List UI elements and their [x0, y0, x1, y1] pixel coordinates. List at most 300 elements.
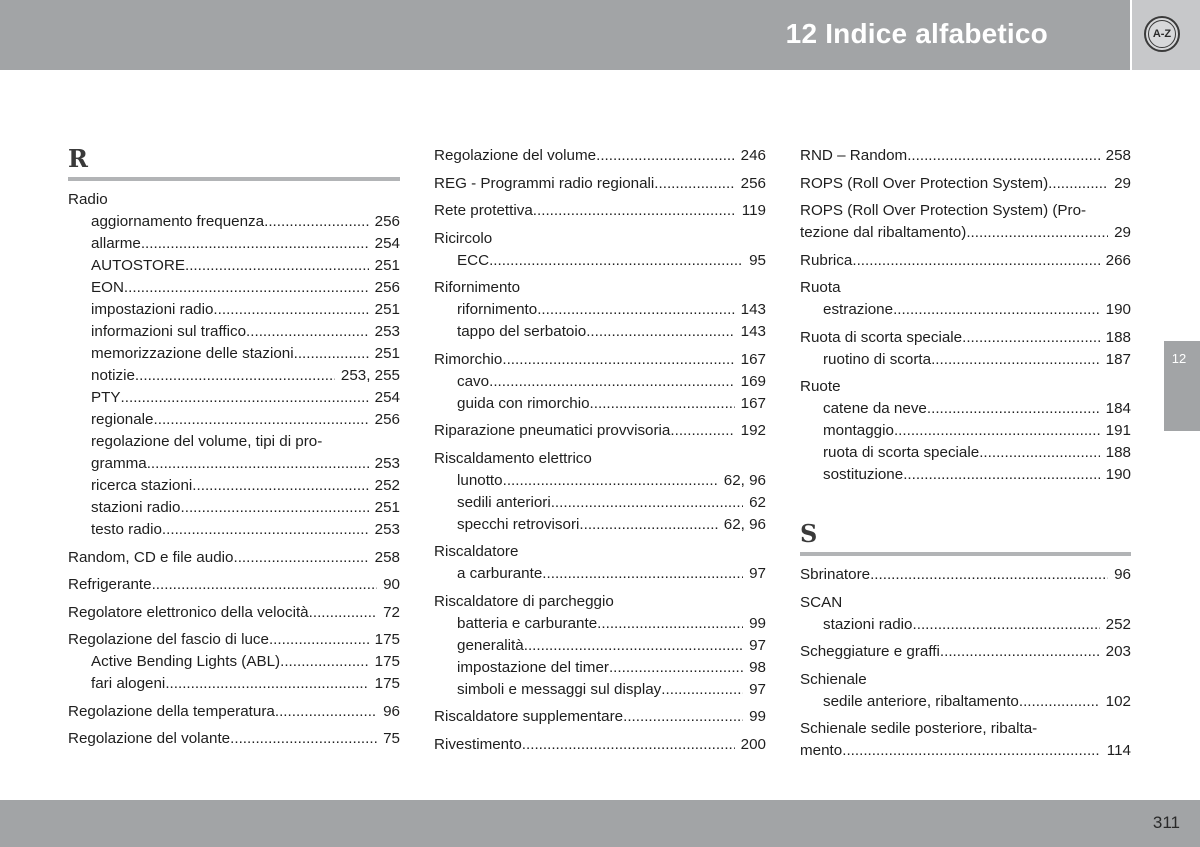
dot-leader — [124, 277, 369, 299]
entry-row — [91, 519, 400, 541]
dot-leader — [842, 740, 1101, 762]
index-subentry — [800, 398, 1131, 420]
entry-row — [91, 651, 400, 673]
index-entry — [68, 629, 400, 651]
index-entry — [434, 734, 766, 756]
page-ref: 187 — [1105, 350, 1131, 368]
page-ref: 191 — [1105, 422, 1131, 439]
entry-row — [91, 211, 400, 233]
index-subentry — [68, 277, 400, 299]
index-column-3 — [800, 145, 1131, 762]
page-ref: 253 — [374, 323, 400, 340]
entry-row — [823, 464, 1131, 486]
page-ref: 246 — [740, 147, 766, 164]
entry-heading: SCAN — [800, 593, 843, 611]
page-ref: 188 — [1105, 328, 1131, 346]
entry-row — [457, 635, 766, 657]
index-entry — [434, 420, 766, 442]
page-number: 311 — [1152, 813, 1180, 832]
entry-heading: regolazione del volume, tipi di pro- — [91, 433, 323, 450]
entry-term: ruota di scorta speciale — [823, 444, 980, 461]
entry-term: sedile anteriore, ribaltamento — [823, 692, 1019, 710]
entry-term: impostazione del timer — [457, 658, 609, 676]
page-ref: 254 — [374, 235, 400, 252]
dot-leader — [542, 563, 743, 585]
entry-term: fari alogeni — [91, 675, 166, 692]
index-entry — [800, 145, 1131, 167]
entry-row — [434, 706, 766, 728]
entry-row — [434, 420, 766, 442]
entry-term: sostituzione — [823, 466, 904, 483]
entry-heading: Schienale — [800, 670, 867, 688]
page-ref: 169 — [740, 372, 766, 390]
entry-term: estrazione — [823, 301, 894, 318]
entry-row — [457, 657, 766, 679]
page-ref: 256 — [740, 174, 766, 192]
index-subentry — [68, 321, 400, 343]
entry-term: rifornimento — [457, 301, 538, 318]
entry-row — [457, 250, 766, 272]
index-entry — [68, 189, 400, 211]
index-subentry — [68, 519, 400, 541]
dot-leader — [152, 574, 378, 596]
dot-leader — [489, 250, 743, 272]
page-ref: 188 — [1105, 444, 1131, 461]
entry-row — [823, 614, 1131, 636]
footer-bar — [0, 800, 1200, 847]
entry-term: Regolatore elettronico della velocità — [68, 603, 309, 621]
entry-term: Regolazione del volume — [434, 147, 597, 164]
entry-row — [823, 349, 1131, 371]
entry-term: Regolazione della temperatura — [68, 702, 275, 720]
entry-row — [457, 321, 766, 343]
index-column-1 — [68, 145, 400, 750]
page-ref: 251 — [374, 499, 400, 516]
index-entry — [68, 547, 400, 569]
entry-term: Ruota di scorta speciale — [800, 328, 963, 346]
entry-row — [800, 222, 1131, 244]
entry-row — [823, 442, 1131, 464]
page-ref: 253, 255 — [340, 367, 400, 384]
page-ref: 75 — [383, 730, 400, 747]
page-ref: 62, 96 — [723, 515, 766, 533]
entry-term: generalità — [457, 636, 524, 654]
dot-leader — [870, 564, 1108, 586]
index-entry — [800, 250, 1131, 272]
dot-leader — [654, 173, 734, 195]
entry-term: RND – Random — [800, 147, 908, 164]
dot-leader — [927, 398, 1100, 420]
dot-leader — [154, 409, 369, 431]
dot-leader — [141, 233, 369, 255]
entry-row — [800, 327, 1131, 349]
page-ref: 256 — [374, 213, 400, 230]
entry-term: mento — [800, 742, 843, 759]
page-ref: 184 — [1105, 400, 1131, 417]
dot-leader — [903, 464, 1099, 486]
entry-row — [457, 470, 766, 492]
index-subentry — [68, 233, 400, 255]
entry-row — [800, 250, 1131, 272]
index-subentry — [434, 492, 766, 514]
index-subentry — [68, 365, 400, 387]
entry-term: sedili anteriori — [457, 493, 551, 511]
index-entry — [800, 669, 1131, 691]
entry-row — [91, 409, 400, 431]
page-ref: 62 — [749, 493, 766, 511]
index-entry — [434, 145, 766, 167]
dot-leader — [590, 393, 735, 415]
index-subentry — [800, 464, 1131, 486]
page-ref: 252 — [1105, 615, 1131, 633]
index-subentry — [68, 299, 400, 321]
dot-leader — [264, 211, 369, 233]
index-entry — [800, 376, 1131, 398]
entry-term: ECC — [457, 251, 490, 269]
dot-leader — [609, 657, 743, 679]
entry-term: REG - Programmi radio regionali — [434, 174, 655, 192]
dot-leader — [661, 679, 743, 701]
page-ref: 175 — [374, 631, 400, 648]
entry-term: Rivestimento — [434, 735, 522, 753]
index-subentry — [434, 371, 766, 393]
page-ref: 98 — [749, 658, 766, 676]
letter-section — [800, 520, 1131, 556]
section-divider — [68, 177, 400, 181]
dot-leader — [246, 321, 369, 343]
page-ref: 253 — [374, 455, 400, 472]
dot-leader — [309, 602, 377, 624]
entry-row — [91, 673, 400, 695]
entry-row — [91, 299, 400, 321]
dot-leader — [502, 349, 734, 371]
entry-term: AUTOSTORE — [91, 257, 185, 274]
entry-row — [91, 343, 400, 365]
entry-row — [800, 145, 1131, 167]
page-ref: 266 — [1105, 251, 1131, 269]
page-ref: 192 — [740, 422, 766, 439]
page-ref: 72 — [383, 603, 400, 621]
letter-section — [68, 145, 400, 181]
entry-row — [434, 349, 766, 371]
dot-leader — [533, 200, 736, 222]
entry-term: simboli e messaggi sul display — [457, 680, 662, 698]
entry-term: Rete protettiva — [434, 202, 533, 219]
entry-term: Active Bending Lights (ABL) — [91, 653, 281, 670]
chapter-side-tab — [1164, 341, 1200, 431]
page-ref: 253 — [374, 521, 400, 538]
entry-term: catene da neve — [823, 400, 927, 417]
entry-term: PTY — [91, 389, 121, 406]
entry-row — [91, 475, 400, 497]
entry-term: ruotino di scorta — [823, 350, 932, 368]
page-ref: 99 — [749, 708, 766, 725]
index-subentry — [68, 343, 400, 365]
entry-term: allarme — [91, 235, 141, 252]
section-letter: S — [800, 519, 818, 548]
page-ref: 96 — [1114, 566, 1131, 583]
dot-leader — [551, 492, 743, 514]
entry-heading: Riscaldatore di parcheggio — [434, 592, 614, 610]
page-ref: 175 — [374, 653, 400, 670]
index-subentry — [434, 613, 766, 635]
dot-leader — [913, 614, 1100, 636]
dot-leader — [135, 365, 335, 387]
entry-heading: ROPS (Roll Over Protection System) (Pro- — [800, 202, 1087, 219]
index-subentry — [68, 431, 400, 475]
page-ref: 96 — [383, 702, 400, 720]
entry-heading: Ricircolo — [434, 229, 493, 247]
entry-term: aggiornamento frequenza — [91, 213, 265, 230]
section-divider — [800, 552, 1131, 556]
page-ref: 251 — [374, 257, 400, 274]
entry-row — [434, 200, 766, 222]
page-ref: 167 — [740, 394, 766, 412]
dot-leader — [213, 299, 368, 321]
entry-term: specchi retrovisori — [457, 515, 580, 533]
entry-term: Scheggiature e graffi — [800, 643, 940, 660]
entry-row — [91, 387, 400, 409]
entry-term: ricerca stazioni — [91, 477, 193, 494]
index-subentry — [800, 349, 1131, 371]
dot-leader — [962, 327, 1100, 349]
dot-leader — [147, 453, 369, 475]
entry-term: memorizzazione delle stazioni — [91, 345, 294, 362]
entry-heading: Radio — [68, 191, 108, 208]
page-ref: 97 — [749, 565, 766, 582]
index-subentry — [434, 514, 766, 536]
entry-term: stazioni radio — [91, 499, 181, 516]
index-subentry — [800, 442, 1131, 464]
entry-heading: Riscaldatore — [434, 543, 519, 560]
entry-term: stazioni radio — [823, 615, 913, 633]
page-ref: 175 — [374, 675, 400, 692]
entry-row — [68, 701, 400, 723]
index-subentry — [434, 470, 766, 492]
page-ref: 256 — [374, 279, 400, 296]
dot-leader — [275, 701, 377, 723]
index-entry — [434, 541, 766, 563]
dot-leader — [280, 651, 369, 673]
index-subentry — [68, 475, 400, 497]
dot-leader — [1048, 173, 1108, 195]
dot-leader — [121, 387, 369, 409]
dot-leader — [893, 299, 1100, 321]
index-subentry — [68, 497, 400, 519]
index-subentry — [800, 691, 1131, 713]
entry-term: tezione dal ribaltamento) — [800, 224, 967, 241]
dot-leader — [537, 299, 734, 321]
entry-row — [823, 398, 1131, 420]
entry-row — [91, 453, 400, 475]
index-subentry — [68, 211, 400, 233]
entry-row — [434, 145, 766, 167]
index-subentry — [800, 420, 1131, 442]
index-subentry — [434, 679, 766, 701]
page-ref: 190 — [1105, 301, 1131, 318]
entry-row — [91, 365, 400, 387]
index-subentry — [434, 321, 766, 343]
entry-term: guida con rimorchio — [457, 394, 590, 412]
dot-leader — [522, 734, 735, 756]
index-entry — [800, 718, 1131, 762]
entry-row — [434, 734, 766, 756]
entry-term: impostazioni radio — [91, 301, 214, 318]
chapter-title: 12 Indice alfabetico — [785, 18, 1048, 49]
entry-row — [800, 173, 1131, 195]
entry-heading: Schienale sedile posteriore, ribalta- — [800, 720, 1038, 737]
dot-leader — [181, 497, 369, 519]
page-ref: 256 — [374, 411, 400, 428]
entry-row — [457, 514, 766, 536]
page-ref: 251 — [374, 301, 400, 318]
index-subentry — [434, 563, 766, 585]
dot-leader — [192, 475, 368, 497]
dot-leader — [269, 629, 369, 651]
index-entry — [434, 277, 766, 299]
page-ref: 258 — [1105, 147, 1131, 164]
index-entry — [434, 173, 766, 195]
page-ref: 200 — [740, 735, 766, 753]
dot-leader — [1019, 691, 1100, 713]
index-entry — [800, 592, 1131, 614]
entry-term: tappo del serbatoio — [457, 323, 587, 340]
index-entry — [434, 448, 766, 470]
entry-term: notizie — [91, 367, 135, 384]
entry-row — [91, 497, 400, 519]
entry-row — [91, 255, 400, 277]
dot-leader — [586, 321, 734, 343]
entry-row — [457, 679, 766, 701]
index-subentry — [68, 673, 400, 695]
page-ref: 97 — [749, 636, 766, 654]
dot-leader — [670, 420, 734, 442]
page-ref: 143 — [740, 323, 766, 340]
section-letter: R — [68, 144, 88, 173]
entry-term: Riparazione pneumatici provvisoria — [434, 422, 671, 439]
entry-row — [457, 563, 766, 585]
index-subentry — [434, 657, 766, 679]
entry-row — [457, 299, 766, 321]
header-bar — [0, 0, 1130, 70]
dot-leader — [162, 519, 369, 541]
dot-leader — [596, 145, 735, 167]
entry-row — [91, 277, 400, 299]
entry-row — [68, 629, 400, 651]
page-ref: 252 — [374, 477, 400, 494]
page-ref: 258 — [374, 548, 400, 566]
entry-heading: Ruota — [800, 279, 841, 296]
index-entry — [68, 728, 400, 750]
index-entry — [434, 200, 766, 222]
index-entry — [800, 327, 1131, 349]
entry-row — [457, 371, 766, 393]
index-entry — [800, 200, 1131, 244]
page-ref: 97 — [749, 680, 766, 698]
entry-row — [68, 728, 400, 750]
index-subentry — [434, 635, 766, 657]
entry-term: a carburante — [457, 565, 543, 582]
entry-term: regionale — [91, 411, 154, 428]
index-entry — [68, 701, 400, 723]
entry-term: Rubrica — [800, 251, 853, 269]
entry-term: cavo — [457, 372, 490, 390]
entry-row — [800, 564, 1131, 586]
page-ref: 203 — [1105, 643, 1131, 660]
entry-row — [823, 299, 1131, 321]
page-ref: 254 — [374, 389, 400, 406]
entry-term: Random, CD e file audio — [68, 548, 234, 566]
index-entry — [800, 173, 1131, 195]
entry-term: EON — [91, 279, 124, 296]
entry-term: testo radio — [91, 521, 162, 538]
entry-term: montaggio — [823, 422, 894, 439]
entry-row — [91, 321, 400, 343]
entry-term: ROPS (Roll Over Protection System) — [800, 174, 1049, 192]
entry-term: lunotto — [457, 471, 503, 489]
entry-term: informazioni sul traffico — [91, 323, 247, 340]
dot-leader — [931, 349, 1100, 371]
page-ref: 143 — [740, 301, 766, 318]
index-subentry — [68, 387, 400, 409]
entry-term: Regolazione del volante — [68, 730, 231, 747]
page-ref: 99 — [749, 614, 766, 632]
entry-row — [823, 691, 1131, 713]
page-ref: 95 — [749, 251, 766, 269]
page-ref: 90 — [383, 576, 400, 593]
page-ref: 251 — [374, 345, 400, 362]
index-entry — [800, 277, 1131, 299]
dot-leader — [165, 673, 368, 695]
index-entry — [434, 228, 766, 250]
index-entry — [434, 706, 766, 728]
entry-heading: Rifornimento — [434, 279, 521, 296]
dot-leader — [852, 250, 1099, 272]
entry-row — [68, 547, 400, 569]
entry-term: Refrigerante — [68, 576, 152, 593]
index-entry — [800, 564, 1131, 586]
index-entry — [800, 641, 1131, 663]
entry-row — [434, 173, 766, 195]
page-ref: 119 — [741, 202, 766, 219]
entry-term: Sbrinatore — [800, 566, 871, 583]
index-subentry — [68, 409, 400, 431]
dot-leader — [294, 343, 369, 365]
index-entry — [68, 574, 400, 596]
page-ref: 102 — [1105, 692, 1131, 710]
entry-term: gramma — [91, 455, 147, 472]
dot-leader — [907, 145, 1099, 167]
dot-leader — [979, 442, 1099, 464]
index-entry — [68, 602, 400, 624]
dot-leader — [623, 706, 743, 728]
dot-leader — [597, 613, 743, 635]
index-subentry — [434, 393, 766, 415]
dot-leader — [185, 255, 369, 277]
page-ref: 114 — [1106, 742, 1131, 759]
page-ref: 29 — [1114, 174, 1131, 192]
index-subentry — [68, 651, 400, 673]
page-ref: 29 — [1114, 224, 1131, 241]
entry-row — [91, 233, 400, 255]
dot-leader — [503, 470, 718, 492]
dot-leader — [894, 420, 1100, 442]
dot-leader — [940, 641, 1100, 663]
az-index-icon — [1144, 16, 1180, 52]
entry-row — [457, 613, 766, 635]
entry-term: Regolazione del fascio di luce — [68, 631, 269, 648]
entry-heading: Riscaldamento elettrico — [434, 449, 592, 467]
